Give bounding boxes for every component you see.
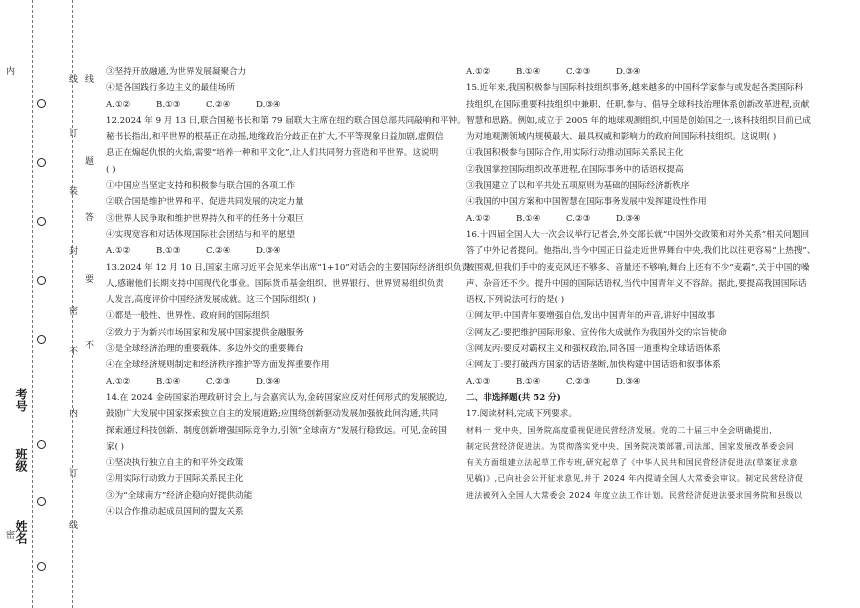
text-line: 材料一 党中央、国务院高度重视促进民营经济发展。党的二十届三中全会明确提出, — [466, 425, 773, 435]
answer-option: B.①③ — [156, 246, 181, 257]
text-line: 制定民营经济促进法。为贯彻落实党中央、国务院决策部署,司法部、国家发展改革委会同 — [466, 441, 795, 451]
answer-option: A.①③ — [466, 376, 491, 387]
text-line: 家( ) — [106, 441, 125, 452]
answer-options — [106, 374, 446, 390]
binding-hole — [37, 158, 46, 167]
answer-options — [106, 97, 446, 113]
margin-char: 题 — [83, 156, 93, 165]
text-line: 有关方面组建立法起草工作专班,研究起草了《中华人民共和国民营经济促进法(草案征求意 — [466, 458, 798, 468]
text-line: ③网友丙:要反对霸权主义和强权政治,同各国一道重构全球话语体系 — [466, 344, 721, 355]
text-line: ①都是一般性、世界性、政府间的国际组织 — [106, 311, 270, 322]
answer-options — [466, 64, 828, 80]
text-line: 16.十四届全国人大一次会议举行记者会,外交部长就“中国外交政策和对外关系”相关问题回 — [466, 229, 810, 240]
margin-char: 内 — [67, 408, 77, 417]
binding-hole — [37, 276, 46, 285]
text-line: ②联合国是维护世界和平、促进共同发展的决定力量 — [106, 197, 304, 208]
seat-number-label: 考号 — [14, 388, 28, 412]
text-line: 13.2024 年 12 月 10 日,国家主席习近平会见来华出席“1+10”对话会的主要国际经济组织负责 — [106, 262, 471, 273]
answer-option: A.①② — [466, 67, 491, 77]
answer-option: C.②③ — [206, 376, 231, 387]
outer-dashed-line — [72, 0, 73, 608]
margin-char: 线 — [67, 520, 77, 529]
text-line: ( ) — [106, 164, 116, 175]
margin-char: 不 — [83, 340, 93, 349]
text-line: ①我国积极参与国际合作,用实际行动推动国际关系民主化 — [466, 148, 684, 159]
answer-option: C.②③ — [566, 67, 591, 77]
answer-option: C.②③ — [566, 213, 591, 224]
text-line: 答了中外记者提问。他指出,当今中国正日益走近世界舞台中央,我们比以往更容易“上热搜”、 — [466, 246, 816, 257]
margin-char: 不 — [67, 346, 77, 355]
text-line: 鼓励广大发展中国家探索独立自主的发展道路;应围绕创新驱动发展加强彼此间沟通,共同 — [106, 409, 439, 420]
margin-char: 内 — [4, 66, 14, 75]
answer-options — [106, 243, 446, 259]
text-line: ④以合作推动起成员国间的盟友关系 — [106, 507, 244, 518]
binding-hole — [37, 335, 46, 344]
text-line: 见稿)》,已向社会公开征求意见,并于 2024 年内提请全国人大常委会审议。制定民营经济促 — [466, 474, 804, 484]
margin-char: 答 — [83, 212, 93, 221]
margin-char: 订 — [67, 128, 77, 137]
margin-char: 线 — [83, 74, 93, 83]
text-line: 息正在煽起仇恨的火焰,需要“培养一种和平文化”,让人们共同努力营造和平世界。这说明 — [106, 148, 439, 159]
answer-option: C.②④ — [206, 99, 231, 110]
text-line: 语权,下列说法可行的是( ) — [466, 295, 565, 306]
margin-char: 要 — [83, 274, 93, 283]
binding-hole — [37, 497, 46, 506]
text-line: 14.在 2024 金砖国家治理政研讨会上,与会嘉宾认为,金砖国家应反对任何形式的发展脱边, — [106, 392, 448, 403]
text-line: ③世界人民争取和维护世界持久和平的任务十分艰巨 — [106, 213, 304, 224]
text-line: ②网友乙:要把维护国际形象、宣传伟大成就作为我国外交的宗旨使命 — [466, 327, 727, 338]
inner-dashed-line — [32, 0, 33, 608]
text-line: 15.近年来,我国积极参与国际科技组织事务,越来越多的中国科学家参与或发起各类国际科 — [466, 83, 804, 94]
right-column — [466, 64, 828, 504]
class-label: 班级 — [14, 448, 28, 472]
answer-option: B.①④ — [156, 376, 181, 387]
text-line: 声、杂音还不少。提升中国的国际话语权,当代中国青年义不容辞。据此,要提高我国国际话 — [466, 278, 807, 289]
text-line: 探索通过科技创新、制度创新增强国际竞争力,引领“全球南方”发展行稳致远。可见,金砖国 — [106, 425, 447, 436]
text-line: ④实现宽容和对话体现国际社会团结与和平的愿望 — [106, 229, 296, 240]
answer-options — [466, 374, 828, 390]
text-line: 为对地观测领域内规模最大、最具权威和影响力的政府间国际科技组织。这说明( ) — [466, 132, 777, 143]
answer-option: D.③④ — [616, 376, 641, 387]
answer-option: D.③④ — [256, 246, 281, 257]
answer-option: A.①② — [106, 376, 131, 387]
margin-char: 线 — [67, 74, 77, 83]
binding-hole — [37, 440, 46, 449]
text-line: ③为“全球南方”经济企稳向好提供动能 — [106, 490, 253, 501]
text-line: 二、非选择题(共 52 分) — [466, 392, 561, 403]
text-line: ①中国应当坚定支持和积极参与联合国的各项工作 — [106, 181, 296, 192]
text-line: 技组织,在国际重要科技组织中兼职、任职,参与、倡导全球科技治理体系创新改革进程,贡献 — [466, 99, 810, 110]
margin-char: 封 — [67, 246, 77, 255]
left-column — [106, 64, 471, 520]
name-label: 姓名 — [14, 520, 28, 544]
text-line: ②用实际行动致力于国际关系民主化 — [106, 474, 244, 485]
text-line: ①坚决执行独立自主的和平外交政策 — [106, 458, 244, 469]
text-line: ④网友丁:要打破西方国家的话语垄断,加快构建中国话语和叙事体系 — [466, 360, 721, 371]
answer-option: D.③④ — [256, 99, 281, 110]
answer-option: B.①③ — [156, 99, 181, 110]
answer-option: B.①④ — [516, 67, 541, 77]
binding-margin — [0, 0, 92, 608]
margin-char: 订 — [67, 468, 77, 477]
text-line: 被围观,但我们手中的麦克风还不够多、音量还不够响,舞台上还有不少“麦霸”,关于中国的噪 — [466, 262, 810, 273]
margin-char: 密 — [4, 530, 14, 539]
text-line: 17.阅读材料,完成下列要求。 — [466, 409, 577, 420]
text-line: 人,感谢他们长期支持中国现代化事业。国际货币基金组织、世界银行、世界贸易组织负责 — [106, 278, 444, 289]
answer-option: D.③④ — [616, 67, 641, 77]
text-line: ③我国建立了以和平共处五项原则为基础的国际经济新秩序 — [466, 181, 690, 192]
text-line: ②我国掌控国际组织改革进程,在国际事务中的话语权提高 — [466, 164, 684, 175]
answer-option: A.①② — [106, 99, 131, 110]
text-line: ③坚持开放融通,为世界发展凝聚合力 — [106, 67, 247, 77]
text-line: 人发言,高度评价中国经济发展成就。这三个国际组织( ) — [106, 295, 316, 306]
text-line: ④在全球经济规则制定和经济秩序推护等方面发挥重要作用 — [106, 360, 330, 371]
text-line: ④我国的中国方案和中国智慧在国际事务发展中发挥建设性作用 — [466, 197, 707, 208]
binding-hole — [37, 217, 46, 226]
margin-char: 装 — [67, 186, 77, 195]
answer-option: B.①④ — [516, 376, 541, 387]
binding-hole — [37, 99, 46, 108]
answer-option: A.①② — [106, 246, 131, 257]
answer-option: B.①④ — [516, 213, 541, 224]
binding-hole — [37, 562, 46, 571]
text-line: 智慧和思路。例如,成立于 2005 年的地球观测组织,中国是创始国之一,该科技组织目前已成 — [466, 115, 811, 126]
answer-option: A.①② — [466, 213, 491, 224]
text-line: 秘书长指出,和平世界的根基正在动摇,地缘政治分歧正在扩大,不平等现象日益加剧,虚假信 — [106, 132, 444, 143]
margin-char: 密 — [67, 306, 77, 315]
answer-option: D.③④ — [256, 376, 281, 387]
answer-option: C.②④ — [206, 246, 231, 257]
text-line: ③是全球经济治理的重要载体、多边外交的重要舞台 — [106, 344, 304, 355]
answer-options — [466, 211, 828, 227]
answer-option: D.③④ — [616, 213, 641, 224]
text-line: ①网友甲:中国青年要增强自信,发出中国青年的声音,讲好中国故事 — [466, 311, 715, 322]
answer-option: C.②③ — [566, 376, 591, 387]
text-line: 进法被列入全国人大常委会 2024 年度立法工作计划。民营经济促进法要求国务院和县级以 — [466, 490, 803, 500]
text-line: 12.2024 年 9 月 13 日,联合国秘书长和第 79 届联大主席在纽约联合国总部共同敲响和平钟。 — [106, 115, 466, 126]
text-line: ②致力于为新兴市场国家和发展中国家提供金融服务 — [106, 327, 304, 338]
text-line: ④是各国践行多边主义的最佳场所 — [106, 83, 235, 94]
